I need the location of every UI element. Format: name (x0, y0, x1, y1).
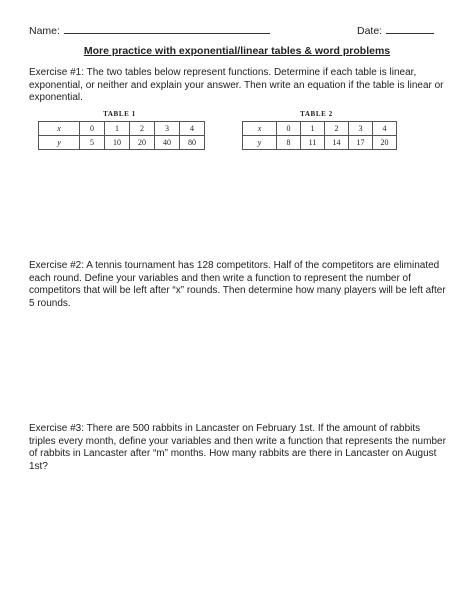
table-cell: 0 (80, 122, 105, 136)
table-cell: 80 (180, 136, 205, 150)
date-blank-line (386, 24, 434, 34)
table-cell: 3 (155, 122, 180, 136)
table-cell: y (243, 136, 277, 150)
table-1-caption: TABLE 1 (103, 110, 136, 118)
exercise-2-prompt: Exercise #2: A tennis tournament has 128 competitors. Half of the competitors are eliminated each round. Define your variables and then write a function to represent the number of competitors that will be left after “x” rounds. Then determine how many players will be left after 5 rounds. (29, 260, 446, 309)
name-label: Name: (29, 25, 60, 37)
table-1-row-y (39, 136, 205, 150)
table-1-row-x (39, 122, 205, 136)
table-cell: 1 (301, 122, 325, 136)
table-2-row-y (243, 136, 397, 150)
table-cell: 8 (277, 136, 301, 150)
table-cell: 40 (155, 136, 180, 150)
date-field (357, 24, 434, 37)
table-cell: x (243, 122, 277, 136)
date-label: Date: (357, 25, 383, 37)
table-cell: 3 (349, 122, 373, 136)
table-cell: 20 (130, 136, 155, 150)
table-cell: 4 (180, 122, 205, 136)
exercise-1-prompt: Exercise #1: The two tables below represent functions. Determine if each table is linear, exponential, or neither and explain your answer. Then write an equation if the table is linear or exponential. (29, 67, 444, 103)
table-1 (38, 121, 205, 150)
table-cell: x (39, 122, 80, 136)
worksheet-title: More practice with exponential/linear tables & word problems (83, 45, 391, 57)
table-cell: 17 (349, 136, 373, 150)
table-2-caption: TABLE 2 (300, 110, 333, 118)
exercise-3-prompt: Exercise #3: There are 500 rabbits in Lancaster on February 1st. If the amount of rabbits triples every month, define your variables and then write a function that represents the number of rabbits in Lancaster after “m” months. How many rabbits are there in Lancaster on August 1st? (29, 423, 446, 472)
table-cell: 20 (373, 136, 397, 150)
table-2-row-x (243, 122, 397, 136)
name-blank-line (64, 24, 270, 34)
table-cell: 2 (325, 122, 349, 136)
table-cell: 10 (105, 136, 130, 150)
table-cell: 14 (325, 136, 349, 150)
table-cell: 11 (301, 136, 325, 150)
table-cell: 1 (105, 122, 130, 136)
table-2 (242, 121, 397, 150)
name-field (29, 24, 270, 37)
table-cell: 2 (130, 122, 155, 136)
table-cell: 4 (373, 122, 397, 136)
table-cell: y (39, 136, 80, 150)
table-cell: 5 (80, 136, 105, 150)
table-cell: 0 (277, 122, 301, 136)
